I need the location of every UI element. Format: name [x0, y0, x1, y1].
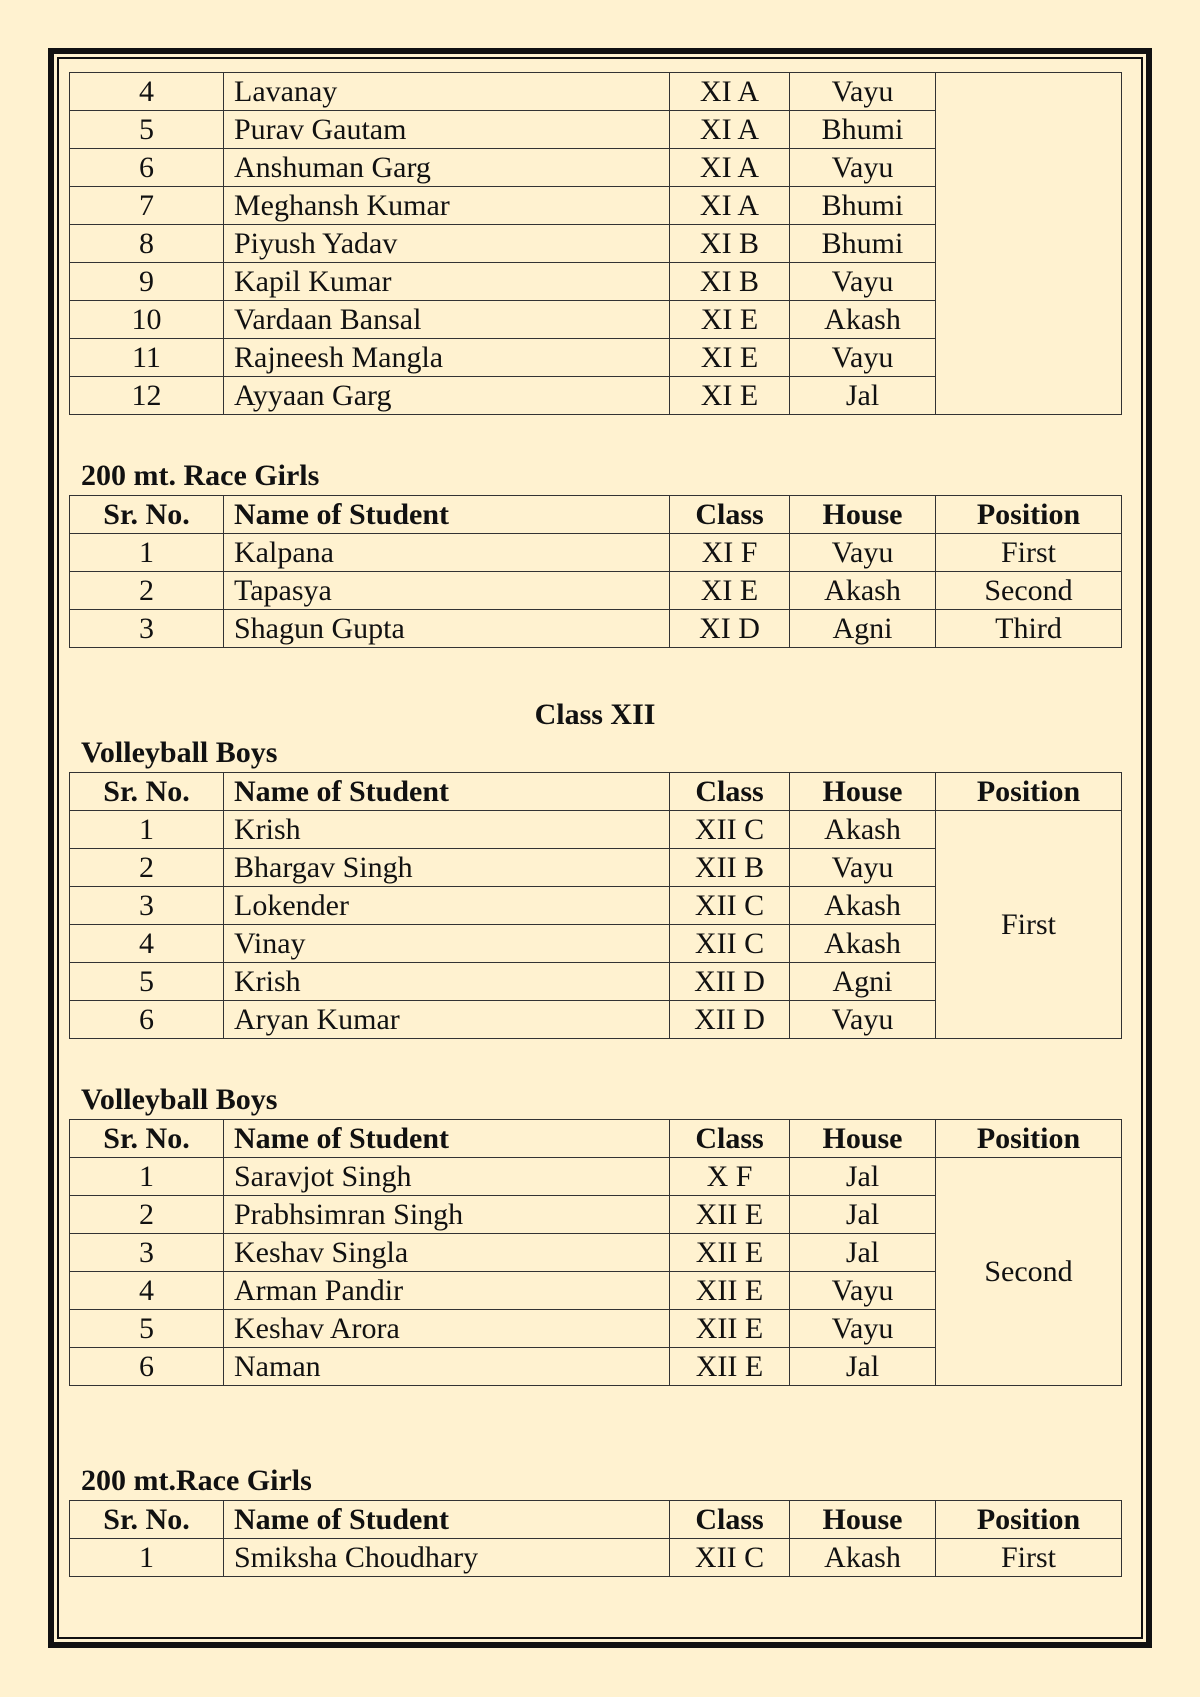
student-name-cell: Piyush Yadav: [224, 225, 670, 263]
sr-no-cell: 5: [70, 111, 224, 149]
table-row: [70, 811, 1122, 849]
sr-no-cell: 11: [70, 339, 224, 377]
sr-no-cell: 2: [70, 849, 224, 887]
race-girls-xii-table: [69, 1500, 1122, 1577]
header-name: Name of Student: [224, 1120, 670, 1158]
header-sr: Sr. No.: [70, 1501, 224, 1539]
sr-no-cell: 3: [70, 887, 224, 925]
continued-results-table: [69, 72, 1122, 415]
class-cell: XII B: [670, 849, 790, 887]
sr-no-cell: 1: [70, 1539, 224, 1577]
class-cell: XI A: [670, 73, 790, 111]
document-content: [69, 72, 1121, 1577]
volleyball-first-table: [69, 772, 1122, 1039]
position-cell: First: [936, 811, 1122, 1039]
sr-no-cell: 6: [70, 149, 224, 187]
header-position: Position: [936, 496, 1122, 534]
class-cell: XII C: [670, 811, 790, 849]
student-name-cell: Krish: [224, 811, 670, 849]
header-sr: Sr. No.: [70, 1120, 224, 1158]
header-name: Name of Student: [224, 773, 670, 811]
header-sr: Sr. No.: [70, 773, 224, 811]
student-name-cell: Saravjot Singh: [224, 1158, 670, 1196]
house-cell: Akash: [790, 572, 936, 610]
house-cell: Vayu: [790, 73, 936, 111]
student-name-cell: Tapasya: [224, 572, 670, 610]
class-cell: XII E: [670, 1196, 790, 1234]
volleyball-first-body: [70, 811, 1122, 1039]
table-row: [70, 1158, 1122, 1196]
header-house: House: [790, 1120, 936, 1158]
sr-no-cell: 6: [70, 1348, 224, 1386]
class-cell: XI A: [670, 187, 790, 225]
student-name-cell: Vinay: [224, 925, 670, 963]
class-cell: XII C: [670, 1539, 790, 1577]
house-cell: Akash: [790, 887, 936, 925]
race-girls-xi-body: [70, 534, 1122, 648]
house-cell: Vayu: [790, 263, 936, 301]
student-name-cell: Purav Gautam: [224, 111, 670, 149]
class-cell: XI E: [670, 301, 790, 339]
class-heading: Class XII: [534, 698, 656, 731]
student-name-cell: Lavanay: [224, 73, 670, 111]
section-title: 200 mt. Race Girls: [81, 459, 320, 492]
house-cell: Akash: [790, 925, 936, 963]
class-cell: XII D: [670, 963, 790, 1001]
position-cell: Second: [936, 1158, 1122, 1386]
position-cell: First: [936, 534, 1122, 572]
class-cell: XI A: [670, 149, 790, 187]
header-position: Position: [936, 1501, 1122, 1539]
table-row: [70, 73, 1122, 111]
house-cell: Vayu: [790, 1272, 936, 1310]
class-cell: XI E: [670, 339, 790, 377]
student-name-cell: Kalpana: [224, 534, 670, 572]
house-cell: Vayu: [790, 1001, 936, 1039]
house-cell: Agni: [790, 610, 936, 648]
section-title: 200 mt.Race Girls: [81, 1464, 312, 1497]
house-cell: Jal: [790, 1234, 936, 1272]
student-name-cell: Vardaan Bansal: [224, 301, 670, 339]
student-name-cell: Ayyaan Garg: [224, 377, 670, 415]
house-cell: Vayu: [790, 849, 936, 887]
class-cell: XII E: [670, 1310, 790, 1348]
header-name: Name of Student: [224, 1501, 670, 1539]
class-cell: XI B: [670, 263, 790, 301]
position-cell: Second: [936, 572, 1122, 610]
house-cell: Vayu: [790, 339, 936, 377]
student-name-cell: Smiksha Choudhary: [224, 1539, 670, 1577]
student-name-cell: Kapil Kumar: [224, 263, 670, 301]
sr-no-cell: 3: [70, 610, 224, 648]
student-name-cell: Lokender: [224, 887, 670, 925]
table-row: [70, 1539, 1122, 1577]
house-cell: Bhumi: [790, 111, 936, 149]
class-cell: XI E: [670, 572, 790, 610]
sr-no-cell: 9: [70, 263, 224, 301]
house-cell: Agni: [790, 963, 936, 1001]
header-house: House: [790, 773, 936, 811]
section-title: Volleyball Boys: [81, 1083, 278, 1116]
sr-no-cell: 5: [70, 963, 224, 1001]
race-girls-xi-table: [69, 495, 1122, 648]
volleyball-second-body: [70, 1158, 1122, 1386]
house-cell: Jal: [790, 1348, 936, 1386]
sr-no-cell: 1: [70, 1158, 224, 1196]
table-header-row: [70, 1501, 1122, 1539]
student-name-cell: Keshav Singla: [224, 1234, 670, 1272]
class-cell: X F: [670, 1158, 790, 1196]
student-name-cell: Meghansh Kumar: [224, 187, 670, 225]
student-name-cell: Aryan Kumar: [224, 1001, 670, 1039]
class-cell: XII D: [670, 1001, 790, 1039]
student-name-cell: Bhargav Singh: [224, 849, 670, 887]
table-row: [70, 534, 1122, 572]
position-cell: Third: [936, 610, 1122, 648]
house-cell: Jal: [790, 1158, 936, 1196]
house-cell: Akash: [790, 1539, 936, 1577]
table-header-row: [70, 496, 1122, 534]
sr-no-cell: 7: [70, 187, 224, 225]
house-cell: Bhumi: [790, 187, 936, 225]
sr-no-cell: 8: [70, 225, 224, 263]
header-class: Class: [670, 773, 790, 811]
student-name-cell: Arman Pandir: [224, 1272, 670, 1310]
position-cell: First: [936, 1539, 1122, 1577]
house-cell: Akash: [790, 811, 936, 849]
sr-no-cell: 12: [70, 377, 224, 415]
continued-table-body: [70, 73, 1122, 415]
sr-no-cell: 10: [70, 301, 224, 339]
house-cell: Vayu: [790, 1310, 936, 1348]
class-cell: XI D: [670, 610, 790, 648]
house-cell: Vayu: [790, 149, 936, 187]
class-cell: XII C: [670, 887, 790, 925]
student-name-cell: Rajneesh Mangla: [224, 339, 670, 377]
class-cell: XII E: [670, 1234, 790, 1272]
sr-no-cell: 4: [70, 73, 224, 111]
header-position: Position: [936, 773, 1122, 811]
sr-no-cell: 4: [70, 925, 224, 963]
sr-no-cell: 2: [70, 1196, 224, 1234]
header-house: House: [790, 496, 936, 534]
sr-no-cell: 4: [70, 1272, 224, 1310]
class-cell: XII E: [670, 1348, 790, 1386]
position-cell: [936, 73, 1122, 415]
sr-no-cell: 3: [70, 1234, 224, 1272]
house-cell: Akash: [790, 301, 936, 339]
house-cell: Jal: [790, 377, 936, 415]
student-name-cell: Shagun Gupta: [224, 610, 670, 648]
student-name-cell: Keshav Arora: [224, 1310, 670, 1348]
header-name: Name of Student: [224, 496, 670, 534]
house-cell: Jal: [790, 1196, 936, 1234]
header-house: House: [790, 1501, 936, 1539]
sr-no-cell: 1: [70, 534, 224, 572]
class-cell: XI A: [670, 111, 790, 149]
class-cell: XI F: [670, 534, 790, 572]
student-name-cell: Krish: [224, 963, 670, 1001]
class-cell: XI E: [670, 377, 790, 415]
table-header-row: [70, 773, 1122, 811]
table-row: [70, 610, 1122, 648]
sr-no-cell: 2: [70, 572, 224, 610]
header-class: Class: [670, 1120, 790, 1158]
sr-no-cell: 6: [70, 1001, 224, 1039]
header-class: Class: [670, 1501, 790, 1539]
volleyball-second-table: [69, 1119, 1122, 1386]
table-header-row: [70, 1120, 1122, 1158]
house-cell: Vayu: [790, 534, 936, 572]
section-title: Volleyball Boys: [81, 736, 278, 769]
header-position: Position: [936, 1120, 1122, 1158]
student-name-cell: Prabhsimran Singh: [224, 1196, 670, 1234]
table-row: [70, 572, 1122, 610]
race-girls-xii-body: [70, 1539, 1122, 1577]
house-cell: Bhumi: [790, 225, 936, 263]
sr-no-cell: 1: [70, 811, 224, 849]
student-name-cell: Anshuman Garg: [224, 149, 670, 187]
class-cell: XII C: [670, 925, 790, 963]
header-sr: Sr. No.: [70, 496, 224, 534]
class-cell: XII E: [670, 1272, 790, 1310]
class-cell: XI B: [670, 225, 790, 263]
sr-no-cell: 5: [70, 1310, 224, 1348]
header-class: Class: [670, 496, 790, 534]
student-name-cell: Naman: [224, 1348, 670, 1386]
